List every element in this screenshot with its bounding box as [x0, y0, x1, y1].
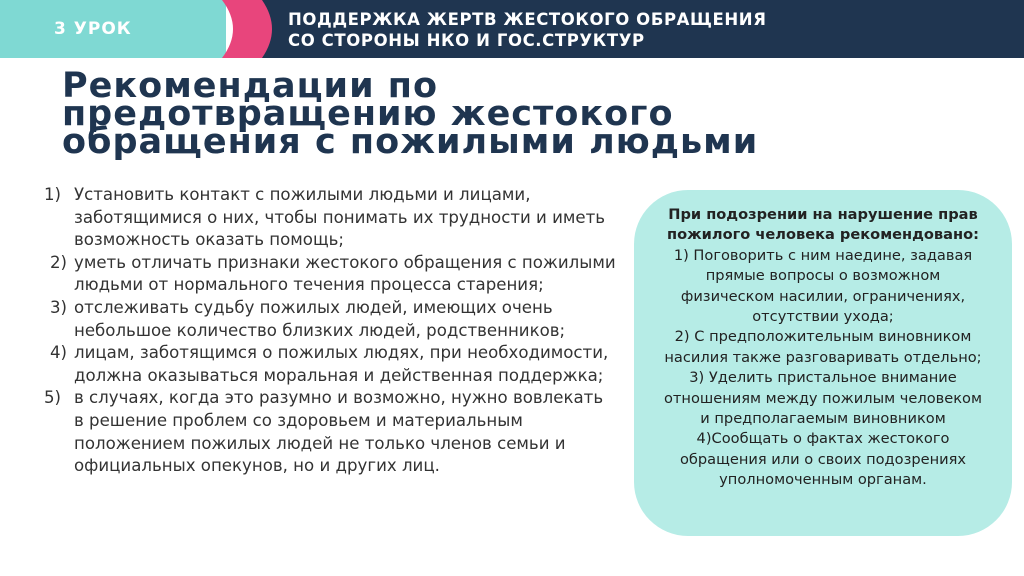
page-title: Рекомендации по предотвращению жестокого обращения с пожилыми людьми	[62, 66, 759, 162]
pink-accent-shape	[222, 0, 282, 58]
list-item-text: Установить контакт с пожилыми людьми и лицами, заботящимися о них, чтобы понимать их трудности и иметь возможность оказать помощь;	[74, 185, 606, 250]
list-item	[44, 184, 616, 252]
recommendations-list	[44, 184, 616, 478]
header-title	[288, 9, 767, 51]
list-item-text: отслеживать судьбу пожилых людей, имеющих очень небольшое количество близких людей, родственников;	[74, 297, 566, 340]
list-item-text: уметь отличать признаки жестокого обращения с пожилыми людьми от нормального течения процесса старения;	[74, 252, 616, 295]
list-item-number: 1)	[44, 185, 62, 204]
list-item-number: 5)	[44, 388, 62, 408]
callout-heading: При подозрении на нарушение прав пожилого человека рекомендовано:	[667, 206, 979, 244]
lesson-label: 3 УРОК	[0, 0, 226, 58]
callout-item: 3) Уделить пристальное внимание отношениям между пожилым человеком и предполагаемым виновником	[664, 369, 982, 428]
list-item-number: 3)	[50, 297, 68, 317]
callout-item: 2) С предположительным виновником насилия также разговаривать отдельно;	[664, 328, 982, 366]
list-item-number: 4)	[50, 343, 68, 363]
slide-header	[0, 0, 1024, 58]
list-item	[44, 252, 616, 297]
list-item-text: лицам, заботящимся о пожилых людях, при необходимости, должна оказываться моральная и действенная поддержка;	[74, 343, 609, 385]
header-title-line1: ПОДДЕРЖКА ЖЕРТВ ЖЕСТОКОГО ОБРАЩЕНИЯ	[288, 10, 767, 29]
list-item	[44, 297, 616, 342]
callout-item: 1) Поговорить с ним наедине, задавая прямые вопросы о возможном физическом насилии, ограничениях, отсутствии ухода;	[673, 246, 973, 326]
list-item-number: 2)	[50, 252, 68, 272]
callout-item: 4)Сообщать о фактах жестокого обращения или о своих подозрениях уполномоченным органам.	[679, 430, 967, 489]
list-item	[44, 387, 616, 477]
callout-text	[660, 205, 986, 491]
list-item-text: в случаях, когда это разумно и возможно, нужно вовлекать в решение проблем со здоровьем и материальным положением пожилых людей не только членов семьи и официальных опекунов, но и других лиц.	[74, 388, 604, 476]
list-item	[44, 342, 616, 387]
header-title-line2: СО СТОРОНЫ НКО И ГОС.СТРУКТУР	[288, 31, 645, 50]
